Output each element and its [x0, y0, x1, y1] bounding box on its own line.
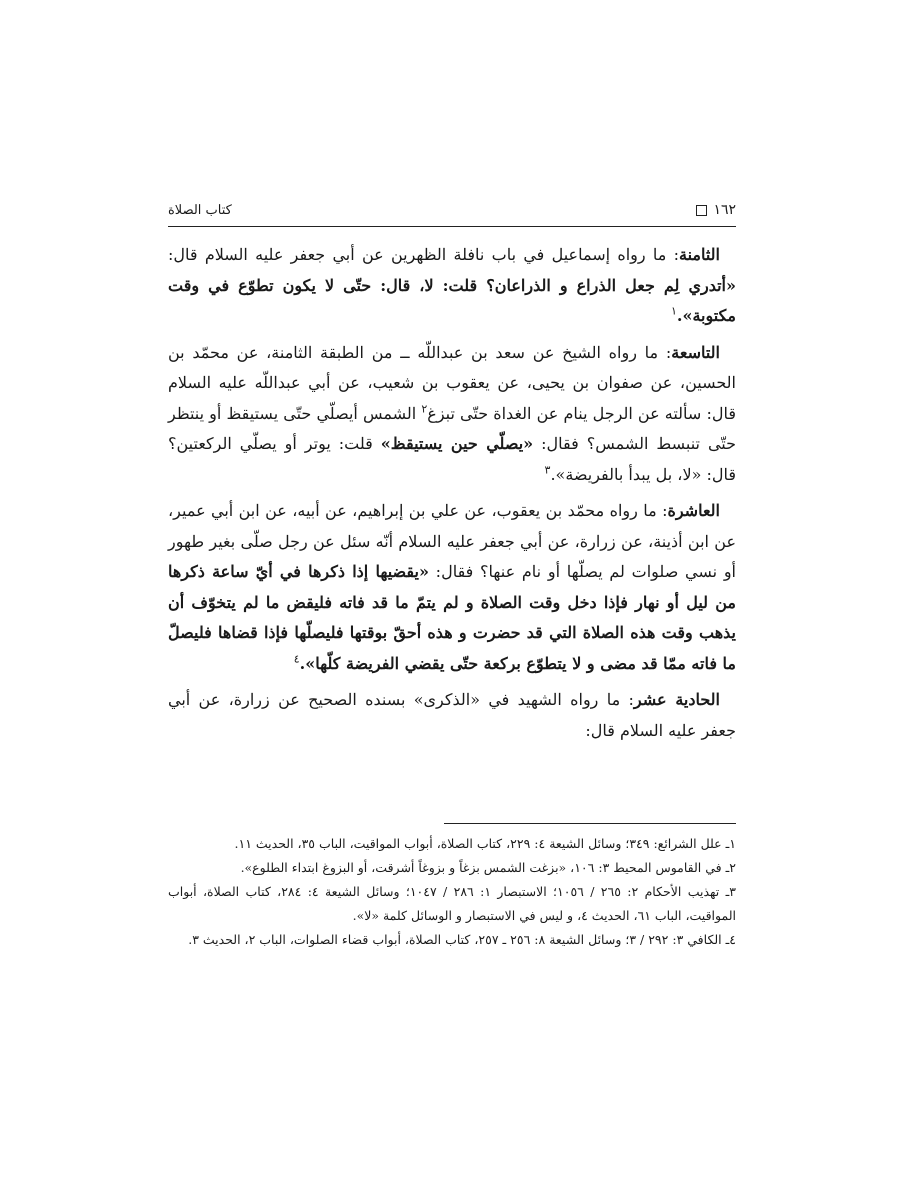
paragraph-tenth [168, 496, 736, 679]
footnote: ١ـ علل الشرائع: ٣٤٩؛ وسائل الشيعة ٤: ٢٢٩، كتاب الصلاة، أبواب المواقيت، الباب ٣٥، الحديث ١١. [234, 836, 736, 851]
page-number-group [696, 202, 736, 218]
footnote-ref[interactable]: ٤ [293, 652, 300, 666]
running-title: كتاب الصلاة [168, 203, 232, 218]
footnote: ٣ـ تهذيب الأحكام ٢: ٢٦٥ / ١٠٥٦؛ الاستبصار ١: ٢٨٦ / ١٠٤٧؛ وسائل الشيعة ٤: ٢٨٤، كتاب الصلاة، أبواب المواقيت، الباب ٦١، الحديث ٤، و ليس في الاستبصار و الوسائل كلمة «لا». [168, 884, 736, 923]
page-number: ١٦٢ [713, 202, 736, 218]
hadith-quote: «يصلّي حين يستيقظ» [380, 434, 534, 453]
footnote-ref[interactable]: ٢ [421, 402, 428, 416]
footnote-ref[interactable]: ٣ [544, 463, 551, 477]
paragraph-text: قلت: يوتر أو يصلّي الركعتين؟ قال: «لا، بل يبدأ بالفريضة». [168, 434, 736, 484]
paragraph-lead: الثامنة [679, 245, 720, 264]
footnote: ٤ـ الكافي ٣: ٢٩٢ / ٣؛ وسائل الشيعة ٨: ٢٥٦ ـ ٢٥٧، كتاب الصلاة، أبواب قضاء الصلوات، الباب ٢، الحديث ٣. [188, 932, 736, 947]
page-header [168, 200, 736, 227]
paragraph-lead: العاشرة [667, 501, 720, 520]
paragraph-lead: الحادية عشر [633, 690, 720, 709]
footnotes [168, 832, 736, 952]
paragraph-text: الشمس أيصلّي حتّى يستيقظ أو ينتظر حتّى تنبسط الشمس؟ فقال: [168, 403, 737, 453]
hadith-quote: «يقضيها إذا ذكرها في أيّ ساعة ذكرها من ليل أو نهار فإذا دخل وقت الصلاة و لم يتمّ ما قد فاته فليقض ما لم يتخوّف أن يذهب وقت هذه الصلاة التي قد حضرت و هذه أحقّ بوقتها فليصلّها فإذا قضاها فليصلّ ما فاته ممّا قد مضى و لا يتطوّع بركعة حتّى يقضي الفريضة كلّها». [168, 562, 737, 673]
paragraph-eleventh [168, 685, 736, 746]
main-text [168, 240, 736, 746]
paragraph-eighth [168, 240, 736, 332]
paragraph-text: : ما رواه الشهيد في «الذكرى» بسنده الصحيح عن زرارة، عن أبي جعفر عليه السلام قال: [168, 690, 736, 740]
footnote: ٢ـ في القاموس المحيط ٣: ١٠٦، «بزغت الشمس بزغاً و بزوغاً أشرقت، أو البزوغ ابتداء الطلوع». [240, 860, 736, 875]
paragraph-lead: التاسعة [671, 342, 720, 362]
paragraph-ninth [168, 338, 736, 491]
paragraph-text: : ما رواه الشيخ عن سعد بن عبداللّه ــ من الطبقة الثامنة، عن محمّد بن الحسين، عن صفوان بن يحيى، عن يعقوب بن شعيب، عن أبي عبداللّه عليه السلام قال: سألته عن الرجل ينام عن الغداة حتّى تبزغ [168, 342, 737, 423]
footnote-ref[interactable]: ١ [670, 304, 677, 318]
paragraph-text: : ما رواه محمّد بن يعقوب، عن علي بن إبراهيم، عن أبيه، عن ابن أبي عمير، عن ابن أذينة، عن زرارة، عن أبي جعفر عليه السلام أنّه سئل عن رجل صلّى بغير طهور أو نسي صلوات لم يصلّها أو نام عنها؟ فقال: [168, 501, 737, 581]
footnote-divider [444, 823, 736, 824]
paragraph-text: : ما رواه إسماعيل في باب نافلة الظهرين عن أبي جعفر عليه السلام قال: [168, 245, 679, 264]
hadith-quote: «أتدري لِم جعل الذراع و الذراعان؟ قلت: لا، قال: حتّى لا يكون تطوّع في وقت مكتوبة». [168, 275, 736, 325]
square-bullet-icon [696, 205, 707, 216]
